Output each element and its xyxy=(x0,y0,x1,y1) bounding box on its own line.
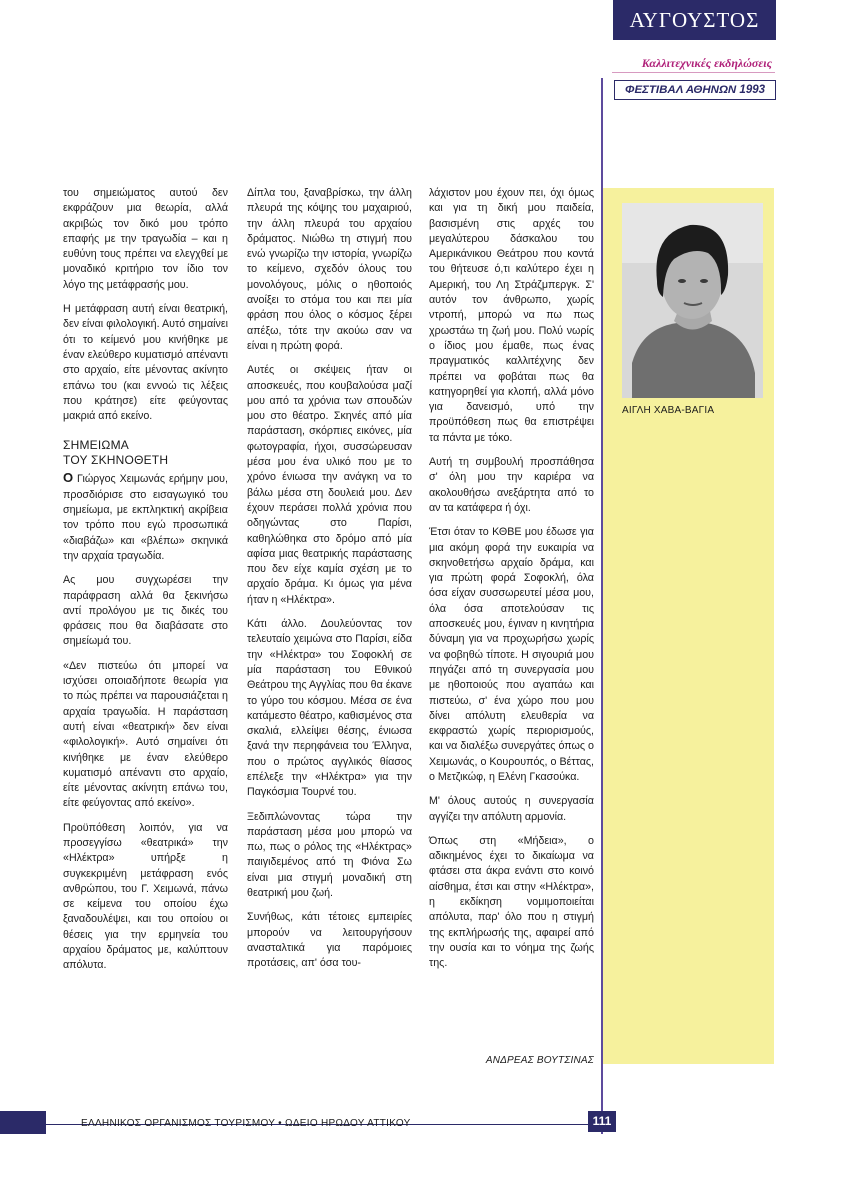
author-signature: ΑΝΔΡΕΑΣ ΒΟΥΤΣΙΝΑΣ xyxy=(485,1055,594,1066)
paragraph: Αυτή τη συμβουλή προσπάθησα σ' όλη μου την καριέρα να ακολουθήσω ανεξάρτητα από το αν τα κατάφερα ή όχι. xyxy=(429,456,594,514)
portrait-photo xyxy=(622,203,763,398)
drop-cap: Ο xyxy=(63,470,74,486)
paragraph: Ξεδιπλώνοντας τώρα την παράσταση μέσα μου μπορώ να πω, πως ο ρόλος της «Ηλέκτρας» παιγιδεμένος από τη Φιόνα Σω είναι μια στιγμή μοναδική στη θεατρική μου ζωή. xyxy=(247,810,412,900)
paragraph: Δίπλα του, ξαναβρίσκω, την άλλη πλευρά της κόψης του μαχαιριού, την άλλη πλευρά του αρχαίου δράματος. Νιώθω τη στιγμή που ενώ γνωρίζω την ιστορία, γνωρίζω το κείμενο, σχεδόν όλους του μονολόγους, μόλις ο ηθοποιός ανοίξει το στόμα του και πει μία φράση που όλος ο κόσμος ξέρει απέξω, τότε την ακούω σαν να είναι η πρώτη φορά. xyxy=(247,187,412,352)
article-column-2 xyxy=(247,186,412,981)
article-column-3 xyxy=(429,186,594,981)
kicker-divider xyxy=(612,72,775,73)
paragraph: Ας μου συγχωρέσει την παράφραση αλλά θα ξεκινήσω αντί προλόγου με τις δικές του φράσεις που θα διαβάσατε στο σημείωμά του. xyxy=(63,574,228,648)
paragraph: Όπως στη «Μήδεια», ο αδικημένος έχει το δικαίωμα να φτάσει στα άκρα ενάντι στο κοινό αίσθημα, έτσι και στην «Ηλέκτρα», η εκδίκηση νομιμοποιείται απόλυτα, παρ' όλο που η στιγμή της εκπλήρωσής της, αφαιρεί από την ουσία και το νόημα της ζωής της. xyxy=(429,834,594,970)
paragraph: «Δεν πιστεύω ότι μπορεί να ισχύσει οποιαδήποτε θεωρία για το πώς πρέπει να παρουσιάζεται η αρχαία τραγωδία. Η παράσταση αυτή είναι «θεατρική» δεν είναι «φιλολογική». Αυτό σημαίνει ότι κινήθηκε με έναν ελεύθερο κυματισμό απέναντι στο αρχαίο, είτε μένοντας ακίνητη επάνω του, είτε φεύγοντας από εκείνο». xyxy=(63,659,228,810)
article-column-1 xyxy=(63,186,228,983)
page-number: 111 xyxy=(588,1111,616,1132)
paragraph-text: Γιώργος Χειμωνάς ερήμην μου, προσδιόρισε στο εισαγωγικό του σημείωμα, με εκπληκτική ακρίβεια τον τρόπο που εγώ προσωπικά «διαβάζω» και «βλέπω» σκηνικά την αρχαία τραγωδία. xyxy=(63,473,228,562)
paragraph: του σημειώματος αυτού δεν εκφράζουν μια θεωρία, αλλά ακριβώς τον δικό μου τρόπο επαφής με την τραγωδία – και η ευθύνη τους πρέπει να ελεγχθεί με μοναδικό κριτήριο τον ίδιο τον λόγο της μετάφρασής μου. xyxy=(63,187,228,291)
paragraph: Η μετάφραση αυτή είναι θεατρική, δεν είναι φιλολογική. Αυτό σημαίνει ότι το κείμενό μου κινήθηκε με έναν ελεύθερο κυματισμό απέναντι στο αρχαίο, είτε μένοντας ακίνητο επάνω του (και εννοώ τις λέξεις που κράτησε) είτε φεύγοντας μακριά από εκείνο. xyxy=(63,303,228,423)
paragraph: Αυτές οι σκέψεις ήταν οι αποσκευές, που κουβαλούσα μαζί μου από τα χρόνια των σπουδών μου στο θέατρο. Σκηνές από μία παράσταση, σκόρπιες εικόνες, μία φωτογραφία, ήχοι, συσσώρευσαν μέσα μου ένα υλικό που με το χρόνο ένιωσα την ανάγκη να το βάλω μέσα στη δουλειά μου. Δεν έχουν περάσει πολλά χρόνια που οδηγώντας στο Παρίσι, καθηλώθηκα στο δρόμο από μία αφίσα μιας θεατρικής παράστασης που δεν είχε καμία σχέση με το αρχαίο δράμα. Κι όμως για μένα ήταν η «Ηλέκτρα». xyxy=(247,364,412,606)
footer-bar xyxy=(0,1111,46,1134)
festival-label: ΦΕΣΤΙΒΑΛ ΑΘΗΝΩΝ 1993 xyxy=(614,80,776,100)
photo-caption: ΑΙΓΛΗ ΧΑΒΑ-ΒΑΓΙΑ xyxy=(622,405,715,416)
footer-text: ΕΛΛΗΝΙΚΟΣ ΟΡΓΑΝΙΣΜΟΣ ΤΟΥΡΙΣΜΟΥ • ΩΔΕΙΟ ΗΡΩΔΟΥ ΑΤΤΙΚΟΥ xyxy=(81,1118,411,1129)
section-kicker: Καλλιτεχνικές εκδηλώσεις xyxy=(641,56,772,70)
paragraph: Συνήθως, κάτι τέτοιες εμπειρίες μπορούν να λειτουργήσουν ανασταλτικά για παρόμοιες προτάσεις, απ' όσα του- xyxy=(247,911,412,970)
section-heading xyxy=(63,438,228,468)
paragraph: Μ' όλους αυτούς η συνεργασία αγγίζει την απόλυτη αρμονία. xyxy=(429,795,594,823)
month-tab: ΑΥΓΟΥΣΤΟΣ xyxy=(613,0,776,40)
paragraph: λάχιστον μου έχουν πει, όχι όμως και για τη δική μου παιδεία, βασισμένη στις αρχές του μεγαλύτερου δάσκαλου του Αμερικάνικου Θεάτρου που κοντά του θήτευσε ό,τι καλύτερο έχει η Αμερική, του Λη Στράζμπεργκ. Σ' αυτόν τον άνθρωπο, χωρίς ντροπή, μπορώ να πω πως χρωστάω τη ζωή μου. Πολύ νωρίς ο ίδιος μου έμαθε, πως ένας πραγματικός καλλιτέχνης δεν πρέπει να φοβάται πως θα κατηγορηθεί για κλοπή, αλλά μόνο για δανεισμό, υπό την προϋπόθεση πως θα επιστρέψει τα πάντα με τόκο. xyxy=(429,187,594,444)
paragraph: Κάτι άλλο. Δουλεύοντας τον τελευταίο χειμώνα στο Παρίσι, είδα την «Ηλέκτρα» του Σοφοκλή σε μία παράσταση του Εθνικού Θεάτρου της Αγγλίας που θα έκανε το γύρο του κόσμου. Μέσα σε ένα κατάμεστο θέατρο, καθισμένος στα σκαλιά, ελλείψει θέσης, ένιωσα ξανά την περηφάνεια του Έλληνα, που ο πρώτος αγγλικός θίασος επέλεξε την «Ηλέκτρα» για την Παγκόσμια Τουρνέ του. xyxy=(247,618,412,799)
paragraph: Προϋπόθεση λοιπόν, για να προσεγγίσω «θεατρικά» την «Ηλέκτρα» υπήρξε η συγκεκριμένη μετάφραση ενός ανθρώπου, του Γ. Χειμωνά, πάνω σε κείμενα του οποίου έχω ξαναδουλέψει, και του οποίου οι θέσεις για την ερμηνεία του αρχαίου δράματος με, καλύπτουν απόλυτα. xyxy=(63,821,228,972)
paragraph xyxy=(63,470,228,564)
heading-line: ΤΟΥ ΣΚΗΝΟΘΕΤΗ xyxy=(63,453,169,468)
heading-line: ΣΗΜΕΙΩΜΑ xyxy=(63,438,129,453)
paragraph: Έτσι όταν το ΚΘΒΕ μου έδωσε για μια ακόμη φορά την ευκαιρία να σκηνοθετήσω αρχαίο δράμα, και για πρώτη φορά Σοφοκλή, όλα όσα είχαν συσσωρευτεί μέσα μου, όλα όσα αποτελούσαν τις αποσκευές μου, έγιναν η κινητήρια δύναμη για να προχωρήσω χωρίς να φοβηθώ τίποτε. Η σιγουριά μου πηγάζει από τη συνεργασία μου με ηθοποιούς που αγαπάω και πιστεύω, σ' ένα χώρο που μου δίνει απόλυτη ελευθερία να εκφραστώ χωρίς περιορισμούς, και να διαλέξω συνεργάτες όπως ο Χειμωνάς, ο Κουρουπός, ο Βέττας, ο Μετζικώφ, η Ελένη Γκασούκα. xyxy=(429,526,594,783)
